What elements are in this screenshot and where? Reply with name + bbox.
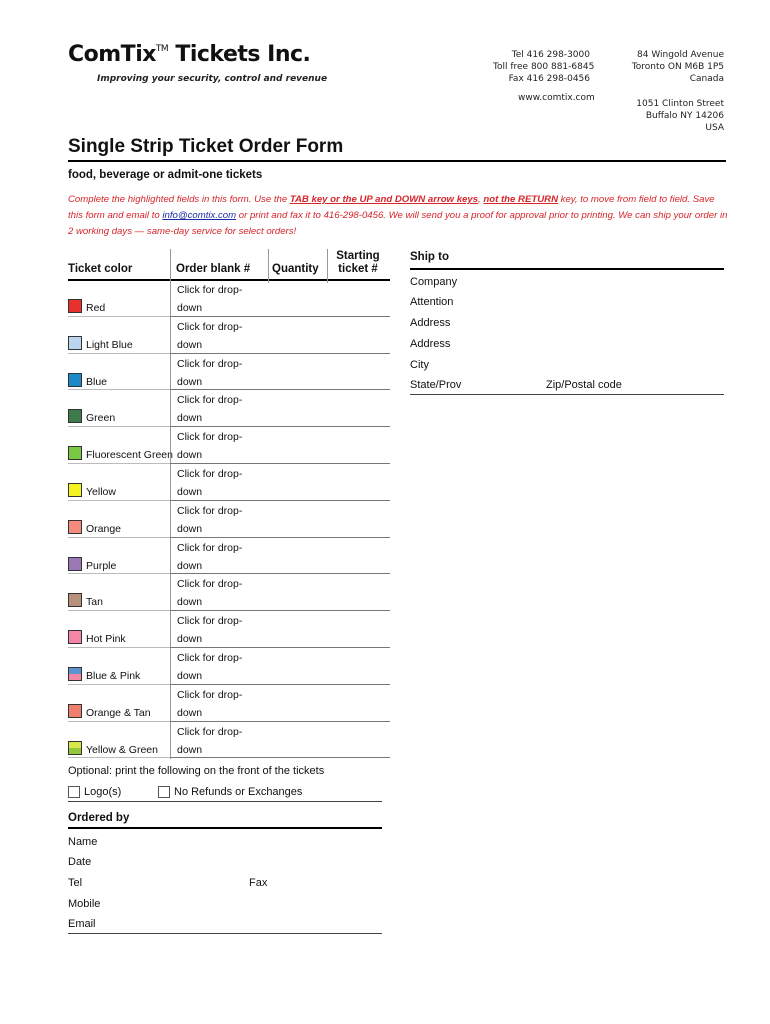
order-blank-dropdown-line2[interactable]: down	[177, 302, 203, 314]
row-divider	[170, 353, 390, 354]
order-blank-dropdown-line2[interactable]: down	[177, 522, 203, 535]
email-label: Email	[68, 918, 96, 930]
ticket-color-label: Yellow & Green	[86, 743, 158, 756]
ticket-color-label: Tan	[86, 596, 103, 609]
quantity-field[interactable]	[270, 281, 326, 316]
date-label: Date	[68, 856, 92, 868]
row-divider	[170, 316, 390, 317]
phone-tel: Tel 416 298-3000	[511, 50, 590, 60]
row-divider	[170, 537, 390, 538]
color-swatch	[68, 630, 82, 644]
ticket-color-label: Blue	[86, 375, 108, 388]
row-divider	[68, 389, 170, 390]
header-order-blank: Order blank #	[176, 263, 251, 275]
order-blank-dropdown[interactable]: Click for drop-	[177, 284, 243, 296]
quantity-field[interactable]	[270, 355, 326, 390]
row-divider	[170, 389, 390, 390]
company-label: Company	[410, 276, 458, 288]
address-line: Canada	[689, 74, 724, 84]
header-quantity: Quantity	[272, 263, 319, 275]
starting-ticket-field[interactable]	[329, 686, 389, 721]
order-blank-dropdown-line2[interactable]: down	[177, 743, 203, 756]
ship-to-bottom-line	[410, 394, 724, 395]
row-divider	[68, 757, 170, 758]
quantity-field[interactable]	[270, 539, 326, 574]
order-blank-dropdown-line2[interactable]: down	[177, 375, 203, 388]
ticket-color-label: Orange & Tan	[86, 706, 151, 719]
order-blank-dropdown-line2[interactable]: down	[177, 670, 203, 682]
quantity-field[interactable]	[270, 318, 326, 353]
order-blank-dropdown-line2[interactable]: down	[177, 559, 203, 572]
starting-ticket-field[interactable]	[329, 575, 389, 610]
address-line: USA	[705, 123, 724, 133]
ship-to-heading: Ship to	[410, 251, 449, 263]
starting-ticket-field[interactable]	[329, 723, 389, 758]
color-swatch	[68, 593, 82, 607]
row-divider	[68, 647, 170, 648]
ticket-color-label: Purple	[86, 559, 117, 572]
row-divider	[68, 500, 170, 501]
starting-ticket-field[interactable]	[329, 318, 389, 353]
row-divider	[170, 647, 390, 648]
address-toronto	[620, 49, 724, 85]
order-blank-dropdown[interactable]: Click for drop-	[177, 431, 243, 444]
ticket-color-label: Orange	[86, 522, 122, 535]
row-divider	[68, 316, 170, 317]
company-tagline: Improving your security, control and revenue	[97, 74, 328, 84]
address2-label: Address	[410, 338, 451, 350]
ticket-color-label: Red	[86, 302, 106, 314]
order-blank-dropdown-line2[interactable]: down	[177, 706, 203, 719]
starting-ticket-field[interactable]	[329, 281, 389, 316]
starting-ticket-field[interactable]	[329, 539, 389, 574]
order-blank-dropdown[interactable]: Click for drop-	[177, 652, 243, 664]
order-blank-dropdown[interactable]: Click for drop-	[177, 504, 243, 517]
address-buffalo	[620, 98, 724, 134]
row-divider	[170, 610, 390, 611]
address-line: Toronto ON M6B 1P5	[631, 62, 724, 72]
order-blank-dropdown-line2[interactable]: down	[177, 338, 203, 351]
color-swatch	[68, 373, 82, 387]
ticket-color-label: Fluorescent Green	[86, 449, 173, 462]
logos-label: Logo(s)	[84, 786, 122, 798]
color-swatch	[68, 704, 82, 718]
quantity-field[interactable]	[270, 391, 326, 426]
address-line: Buffalo NY 14206	[645, 111, 724, 121]
tel-label: Tel	[68, 877, 83, 889]
starting-ticket-field[interactable]	[329, 391, 389, 426]
order-blank-dropdown-line2[interactable]: down	[177, 412, 203, 425]
logos-checkbox[interactable]	[68, 786, 80, 798]
city-label: City	[410, 359, 429, 371]
row-divider	[68, 426, 170, 427]
order-blank-dropdown[interactable]: Click for drop-	[177, 357, 243, 370]
row-divider	[68, 684, 170, 685]
address-line: 1051 Clinton Street	[636, 99, 724, 109]
row-divider	[68, 537, 170, 538]
color-swatch	[68, 667, 82, 681]
row-divider	[170, 573, 390, 574]
row-divider	[170, 757, 390, 758]
starting-ticket-field[interactable]	[329, 355, 389, 390]
order-blank-dropdown[interactable]: Click for drop-	[177, 468, 243, 480]
header-starting-ticket	[333, 250, 383, 276]
address1-label: Address	[410, 317, 451, 329]
color-swatch	[68, 520, 82, 534]
quantity-field[interactable]	[270, 575, 326, 610]
quantity-field[interactable]	[270, 723, 326, 758]
quantity-field[interactable]	[270, 686, 326, 721]
row-divider	[68, 353, 170, 354]
starting-ticket-field[interactable]	[329, 465, 389, 500]
quantity-field[interactable]	[270, 649, 326, 684]
ship-to-divider	[410, 268, 724, 270]
order-blank-dropdown[interactable]: Click for drop-	[177, 578, 243, 591]
row-divider	[68, 610, 170, 611]
options-heading: Optional: print the following on the front of the tickets	[68, 765, 325, 777]
phone-tollfree: Toll free 800 881-6845	[493, 62, 595, 72]
starting-ticket-field[interactable]	[329, 428, 389, 463]
attention-label: Attention	[410, 296, 454, 308]
col-divider	[170, 249, 171, 759]
order-blank-dropdown[interactable]: Click for drop-	[177, 725, 243, 738]
row-divider	[170, 721, 390, 722]
color-swatch	[68, 336, 82, 350]
no-refunds-checkbox[interactable]	[158, 786, 170, 798]
color-swatch	[68, 557, 82, 571]
instructions: Complete the highlighted fields in this form. Use the TAB key or the UP and DOWN arrow keys, not the RETURN key, to move from field to field. Save this form and email to info@comtix.com or print and fax it to 416-298-0456. We will send you a proof for approval prior to printing. We can ship your order in 2 working days — same-day service for select orders!	[68, 194, 728, 237]
quantity-field[interactable]	[270, 428, 326, 463]
form-subtitle: food, beverage or admit-one tickets	[68, 169, 263, 181]
phone-fax: Fax 416 298-0456	[508, 74, 590, 84]
header-starting-line1: Starting	[336, 250, 380, 262]
ordered-by-divider	[68, 827, 382, 829]
ticket-color-label: Hot Pink	[86, 633, 126, 646]
email-link[interactable]: info@comtix.com	[162, 210, 237, 221]
color-swatch	[68, 446, 82, 460]
order-blank-dropdown[interactable]: Click for drop-	[177, 320, 243, 333]
fax-label: Fax	[249, 877, 268, 889]
starting-ticket-field[interactable]	[329, 502, 389, 537]
row-divider	[170, 500, 390, 501]
ticket-color-label: Light Blue	[86, 338, 133, 351]
order-blank-dropdown-line2[interactable]: down	[177, 449, 203, 462]
company-logo: ComTix™ Tickets Inc.	[68, 42, 311, 67]
zip-label: Zip/Postal code	[546, 379, 622, 391]
website-link[interactable]: www.comtix.com	[518, 93, 595, 103]
ticket-color-label: Yellow	[86, 486, 116, 498]
row-divider	[68, 721, 170, 722]
row-divider	[68, 463, 170, 464]
order-blank-dropdown[interactable]: Click for drop-	[177, 615, 243, 628]
ticket-color-label: Green	[86, 412, 116, 425]
row-divider	[170, 426, 390, 427]
color-swatch	[68, 741, 82, 755]
ordered-by-bottom-line	[68, 933, 382, 934]
order-blank-dropdown[interactable]: Click for drop-	[177, 394, 243, 407]
row-divider	[170, 684, 390, 685]
order-blank-dropdown-line2[interactable]: down	[177, 486, 203, 498]
col-divider	[268, 249, 269, 283]
ordered-by-heading: Ordered by	[68, 812, 130, 824]
quantity-field[interactable]	[270, 465, 326, 500]
no-refunds-label: No Refunds or Exchanges	[174, 786, 303, 798]
state-label: State/Prov	[410, 379, 462, 391]
col-divider	[327, 249, 328, 283]
mobile-label: Mobile	[68, 898, 101, 910]
address-line: 84 Wingold Avenue	[637, 50, 724, 60]
header-ticket-color: Ticket color	[68, 263, 133, 275]
ticket-color-label: Blue & Pink	[86, 670, 141, 682]
order-blank-dropdown[interactable]: Click for drop-	[177, 541, 243, 554]
starting-ticket-field[interactable]	[329, 649, 389, 684]
quantity-field[interactable]	[270, 502, 326, 537]
quantity-field[interactable]	[270, 612, 326, 647]
header-starting-line2: ticket #	[338, 263, 378, 275]
color-swatch	[68, 409, 82, 423]
row-divider	[170, 463, 390, 464]
order-blank-dropdown-line2[interactable]: down	[177, 633, 203, 646]
title-divider	[68, 160, 726, 162]
phone-numbers	[493, 49, 595, 85]
options-divider	[68, 801, 382, 802]
order-blank-dropdown[interactable]: Click for drop-	[177, 688, 243, 701]
row-divider	[68, 573, 170, 574]
color-swatch	[68, 299, 82, 313]
color-swatch	[68, 483, 82, 497]
starting-ticket-field[interactable]	[329, 612, 389, 647]
order-blank-dropdown-line2[interactable]: down	[177, 596, 203, 609]
form-title: Single Strip Ticket Order Form	[68, 136, 344, 157]
name-label: Name	[68, 836, 98, 848]
